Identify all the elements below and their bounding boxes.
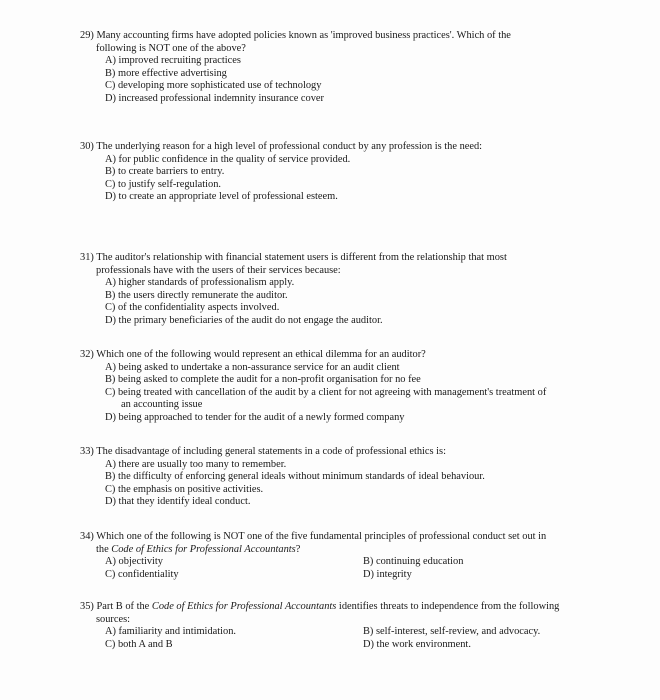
option-d[interactable]: D) that they identify ideal conduct. (105, 496, 251, 508)
question-stem: 31) The auditor's relationship with financial statement users is different from the relationship that most (80, 252, 507, 263)
option-a[interactable]: A) for public confidence in the quality of service provided. (105, 153, 351, 165)
option-a[interactable]: A) objectivity (105, 556, 164, 568)
question-number: 33) (80, 446, 94, 457)
question-32 (80, 349, 600, 425)
question-stem: 33) The disadvantage of including general statements in a code of professional ethics is: (80, 446, 446, 457)
question-stem-continued: following is NOT one of the above? (96, 42, 246, 54)
option-d[interactable]: D) increased professional indemnity insurance cover (105, 92, 324, 104)
question-34 (80, 531, 600, 581)
question-number: 31) (80, 252, 94, 263)
question-35 (80, 601, 600, 651)
question-stem: 34) Which one of the following is NOT one of the five fundamental principles of professional conduct set out in (80, 531, 547, 542)
option-a[interactable]: A) higher standards of professionalism apply. (105, 277, 295, 289)
option-c[interactable]: C) of the confidentiality aspects involved. (105, 302, 280, 314)
code-of-ethics-title: Code of Ethics for Professional Accountants (151, 601, 337, 612)
question-stem-continued: the Code of Ethics for Professional Accountants? (96, 543, 301, 555)
question-30 (80, 141, 600, 204)
option-d[interactable]: D) integrity (363, 568, 412, 580)
options-row-1 (80, 626, 600, 639)
option-d[interactable]: D) the work environment. (363, 638, 471, 650)
option-a[interactable]: A) improved recruiting practices (105, 55, 241, 67)
question-stem: 30) The underlying reason for a high level of professional conduct by any profession is the need: (80, 141, 483, 152)
option-d[interactable]: D) the primary beneficiaries of the audit do not engage the auditor. (105, 314, 383, 326)
option-b[interactable]: B) the difficulty of enforcing general ideals without minimum standards of ideal behaviour. (105, 471, 485, 483)
option-a[interactable]: A) familiarity and intimidation. (105, 626, 237, 638)
question-number: 34) (80, 531, 94, 542)
option-c[interactable]: C) the emphasis on positive activities. (105, 483, 264, 495)
question-stem: 29) Many accounting firms have adopted policies known as 'improved business practices'. Which of the (80, 30, 511, 41)
option-b[interactable]: B) self-interest, self-review, and advocacy. (363, 626, 541, 638)
option-c[interactable]: C) to justify self-regulation. (105, 178, 222, 190)
option-d[interactable]: D) to create an appropriate level of professional esteem. (105, 191, 338, 203)
option-c[interactable]: C) developing more sophisticated use of technology (105, 80, 322, 92)
question-stem: 32) Which one of the following would represent an ethical dilemma for an auditor? (80, 349, 426, 360)
option-b[interactable]: B) to create barriers to entry. (105, 166, 225, 178)
question-33 (80, 446, 600, 509)
option-a[interactable]: A) there are usually too many to remember. (105, 458, 287, 470)
question-29 (80, 30, 600, 106)
option-c[interactable]: C) both A and B (105, 638, 173, 650)
question-stem-continued: sources: (96, 613, 131, 625)
options-row-2 (80, 639, 600, 652)
option-b[interactable]: B) being asked to complete the audit for a non-profit organisation for no fee (105, 374, 421, 386)
question-stem: 35) Part B of the Code of Ethics for Professional Accountants identifies threats to independence from the following (80, 601, 560, 612)
option-a[interactable]: A) being asked to undertake a non-assurance service for an audit client (105, 361, 400, 373)
question-number: 29) (80, 30, 94, 41)
options-row-2 (80, 569, 600, 582)
question-number: 32) (80, 349, 94, 360)
question-number: 30) (80, 141, 94, 152)
option-b[interactable]: B) the users directly remunerate the auditor. (105, 289, 288, 301)
option-d[interactable]: D) being approached to tender for the audit of a newly formed company (105, 411, 405, 423)
option-b[interactable]: B) continuing education (363, 556, 464, 568)
question-stem-continued: professionals have with the users of their services because: (96, 264, 341, 276)
option-c[interactable]: C) being treated with cancellation of the audit by a client for not agreeing with management's treatment of (105, 386, 547, 398)
option-c[interactable]: C) confidentiality (105, 568, 179, 580)
question-number: 35) (80, 601, 94, 612)
code-of-ethics-title: Code of Ethics for Professional Accountants (111, 543, 296, 555)
option-c-continued[interactable]: an accounting issue (121, 399, 203, 411)
options-row-1 (80, 556, 600, 569)
question-31 (80, 252, 600, 328)
option-b[interactable]: B) more effective advertising (105, 67, 227, 79)
